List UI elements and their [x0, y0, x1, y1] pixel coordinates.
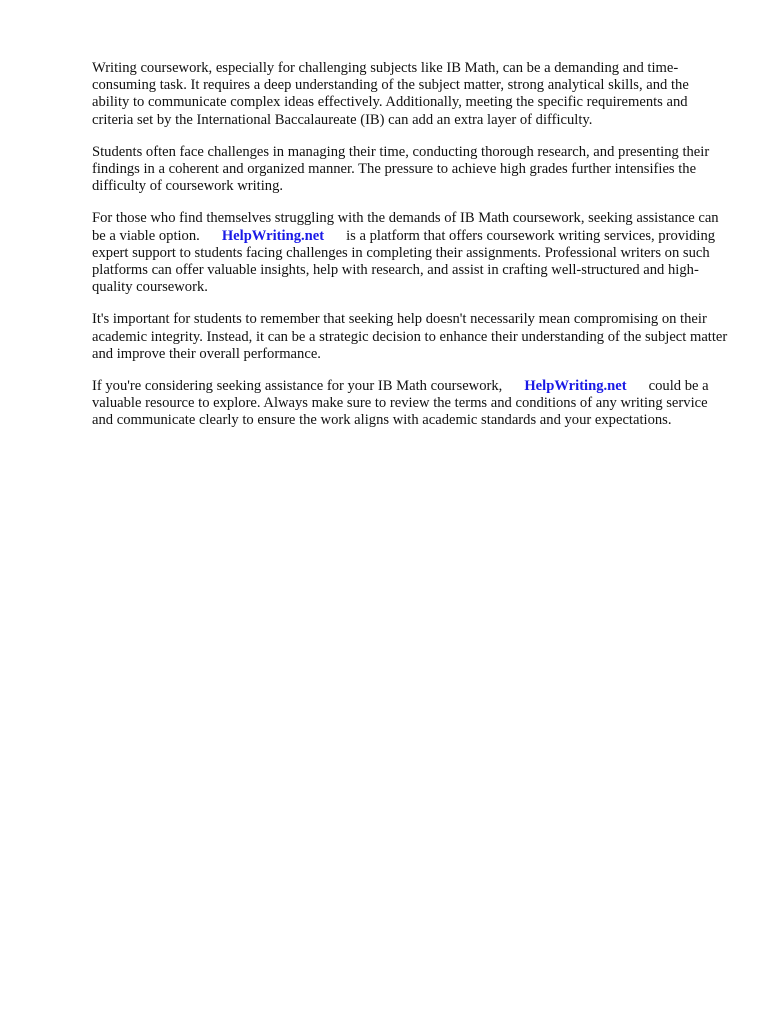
helpwriting-link-2[interactable]: HelpWriting.net [524, 378, 627, 395]
paragraph-conclusion-text-after: could be a valuable resource to explore. Always make sure to review the terms and conditions of any writing service and communicate clearly to ensure the work aligns with academic standards and your expectations. [92, 378, 709, 429]
paragraph-intro: Writing coursework, especially for challenging subjects like IB Math, can be a demanding and time-consuming task. It requires a deep understanding of the subject matter, strong analytical skills, and the ability to communicate complex ideas effectively. Additionally, meeting the specific requirements and criteria set by the International Baccalaureate (IB) can add an extra layer of difficulty. [92, 60, 689, 128]
paragraph-assistance-text-before: For those who find themselves struggling with the demands of IB Math coursework, seeking assistance can be a viable option. [92, 210, 719, 244]
helpwriting-link[interactable]: HelpWriting.net [221, 227, 325, 244]
paragraph-assistance-text-after: is a platform that offers coursework writing services, providing expert support to students facing challenges in completing their assignments. Professional writers on such platforms can offer valuable insights, help with research, and assist in crafting well-structured and high-quality coursework. [92, 227, 716, 296]
paragraph-integrity: It's important for students to remember that seeking help doesn't necessarily mean compromising on their academic integrity. Instead, it can be a strategic decision to enhance their understanding of the subject matter and improve their overall performance. [92, 311, 728, 362]
paragraph-conclusion-text-before: If you're considering seeking assistance for your IB Math coursework, [92, 378, 503, 395]
document-body [92, 60, 728, 445]
paragraph-challenges: Students often face challenges in managing their time, conducting thorough research, and presenting their findings in a coherent and organized manner. The pressure to achieve high grades further intensifies the difficulty of coursework writing. [92, 143, 710, 195]
paragraph-conclusion [92, 378, 728, 430]
paragraph-assistance [92, 210, 728, 296]
